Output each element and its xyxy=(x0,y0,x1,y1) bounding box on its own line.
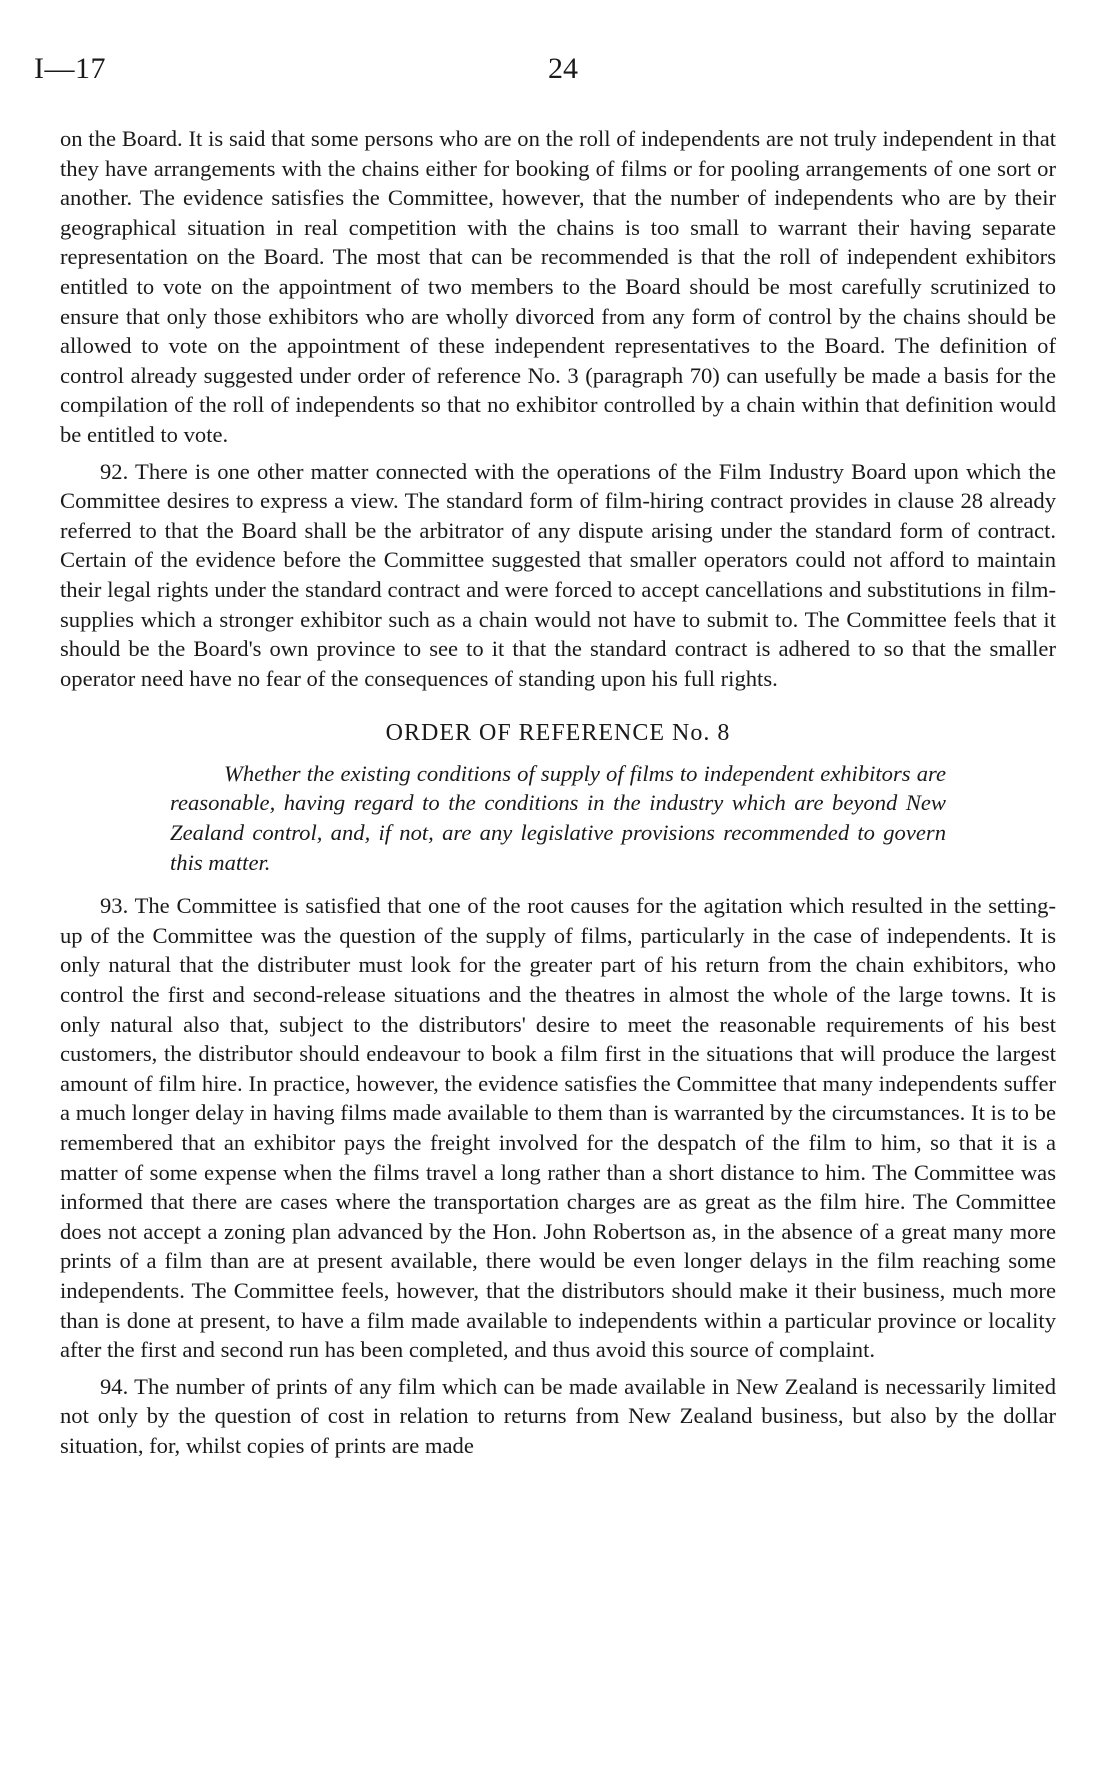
order-of-reference-question: Whether the existing conditions of supply of films to independent exhibitors are reasonable, having regard to the conditions in the industry which are beyond New Zealand control, and, if not, are any legislative provisions recommended to govern this matter. xyxy=(170,760,946,875)
document-code: I—17 xyxy=(34,52,106,85)
page-number: 24 xyxy=(548,52,578,85)
paragraph-92: 92. There is one other matter connected with the operations of the Film Industry Board upon which the Committee desires to express a view. The standard form of film-hiring contract provides in clause 28 already referred to that the Board shall be the arbitrator of any dispute arising under the standard form of contract. Certain of the evidence before the Committee suggested that smaller operators could not afford to maintain their legal rights under the standard contract and were forced to accept cancellations and substitutions in film-supplies which a stronger exhibitor such as a chain would not have to submit to. The Committee feels that it should be the Board's own province to see to it that the standard contract is adhered to so that the smaller operator need have no fear of the consequences of standing upon his full rights. xyxy=(60,458,1056,691)
section-title: ORDER OF REFERENCE No. 8 xyxy=(385,720,731,747)
paragraph-93: 93. The Committee is satisfied that one of the root causes for the agitation which resulted in the setting-up of the Committee was the question of the supply of films, particularly in the case of independents. It is only natural that the distributer must look for the greater part of his return from the chain exhibitors, who control the first and second-release situations and the theatres in almost the whole of the large towns. It is only natural also that, subject to the distributors' desire to meet the reasonable requirements of his best customers, the distributor should endeavour to book a film first in the situations that will produce the largest amount of film hire. In practice, however, the evidence satisfies the Committee that many independents suffer a much longer delay in having films made available to them than is warranted by the circumstances. It is to be remembered that an exhibitor pays the freight involved for the despatch of the film to him, so that it is a matter of some expense when the films travel a long rather than a short distance to him. The Committee was informed that there are cases where the transportation charges are as great as the film hire. The Committee does not accept a zoning plan advanced by the Hon. John Robertson as, in the absence of a great many more prints of a film than are at present available, there would be even longer delays in the film reaching some independents. The Committee feels, however, that the distributors should make it their business, much more than is done at present, to have a film made available to independents within a particular province or locality after the first and second run has been completed, and thus avoid this source of complaint. xyxy=(60,893,1056,1363)
body-text xyxy=(60,124,1056,1468)
paragraph-94: 94. The number of prints of any film which can be made available in New Zealand is necessarily limited not only by the question of cost in relation to returns from New Zealand business, but also by the dollar situation, for, whilst copies of prints are made xyxy=(60,1373,1056,1458)
paragraph-continuation: on the Board. It is said that some persons who are on the roll of independents are not truly independent in that they have arrangements with the chains either for booking of films or for pooling arrangements of one sort or another. The evidence satisfies the Committee, however, that the number of independents who are by their geographical situation in real competition with the chains is too small to warrant their having separate representation on the Board. The most that can be recommended is that the roll of independent exhibitors entitled to vote on the appointment of two members to the Board should be most carefully scrutinized to ensure that only those exhibitors who are wholly divorced from any form of control by the chains should be allowed to vote on the appointment of these independent representatives to the Board. The definition of control already suggested under order of reference No. 3 (paragraph 70) can usefully be made a basis for the compilation of the roll of independents so that no exhibitor controlled by a chain within that definition would be entitled to vote. xyxy=(60,126,1056,447)
